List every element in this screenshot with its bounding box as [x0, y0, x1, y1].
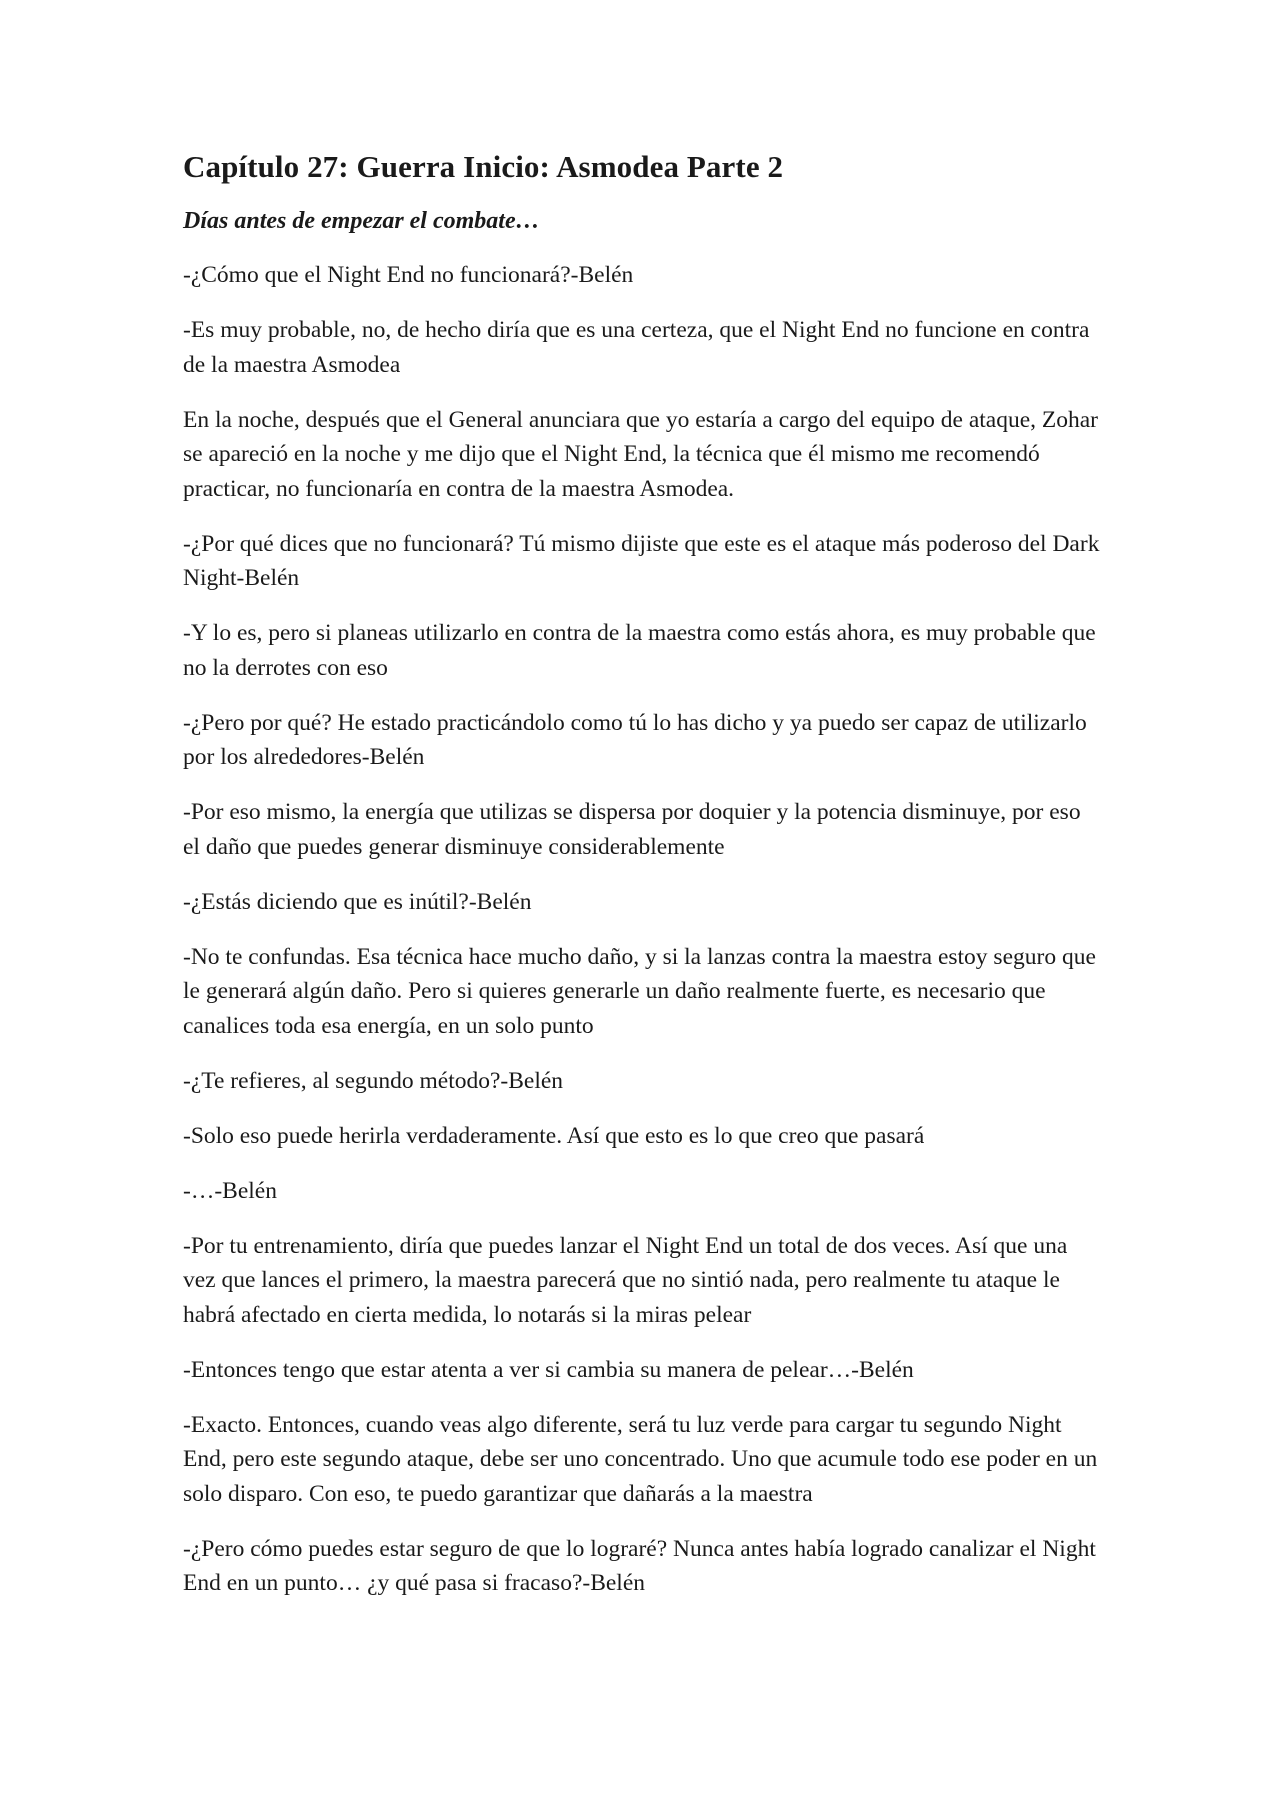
section-subtitle: Días antes de empezar el combate…: [183, 208, 540, 234]
paragraph: -No te confundas. Esa técnica hace mucho daño, y si la lanzas contra la maestra estoy seguro que le generará algún daño. Pero si quieres generarle un daño realmente fuerte, es necesario que canalices toda esa energía, en un solo punto: [183, 943, 1096, 1039]
paragraph: -¿Pero cómo puedes estar seguro de que lo lograré? Nunca antes había logrado canalizar el Night End en un punto… ¿y qué pasa si fracaso?-Belén: [183, 1535, 1096, 1596]
paragraph: -¿Cómo que el Night End no funcionará?-Belén: [183, 262, 634, 288]
paragraph: -Y lo es, pero si planeas utilizarlo en contra de la maestra como estás ahora, es muy probable que no la derrotes con eso: [183, 620, 1096, 681]
paragraph: -¿Por qué dices que no funcionará? Tú mismo dijiste que este es el ataque más poderoso del Dark Night-Belén: [183, 530, 1100, 591]
paragraph: -Por tu entrenamiento, diría que puedes lanzar el Night End un total de dos veces. Así que una vez que lances el primero, la maestra parecerá que no sintió nada, pero realmente tu ataque le habrá afectado en cierta medida, lo notarás si la miras pelear: [183, 1232, 1068, 1328]
paragraph: -¿Pero por qué? He estado practicándolo como tú lo has dicho y ya puedo ser capaz de utilizarlo por los alrededores-Belén: [183, 709, 1087, 770]
document-body: [183, 258, 1103, 1601]
paragraph: -¿Estás diciendo que es inútil?-Belén: [183, 888, 532, 915]
paragraph: -…-Belén: [183, 1177, 277, 1204]
chapter-title: Capítulo 27: Guerra Inicio: Asmodea Parte 2: [183, 149, 784, 184]
paragraph: -Es muy probable, no, de hecho diría que es una certeza, que el Night End no funcione en contra de la maestra Asmodea: [183, 317, 1090, 378]
paragraph: -Solo eso puede herirla verdaderamente. Así que esto es lo que creo que pasará: [183, 1122, 925, 1149]
paragraph: -Por eso mismo, la energía que utilizas se dispersa por doquier y la potencia disminuye, por eso el daño que puedes generar disminuye considerablemente: [183, 799, 1081, 860]
paragraph: -¿Te refieres, al segundo método?-Belén: [183, 1067, 564, 1094]
paragraph: -Exacto. Entonces, cuando veas algo diferente, será tu luz verde para cargar tu segundo Night End, pero este segundo ataque, debe ser uno concentrado. Uno que acumule todo ese poder en un solo disparo. Con eso, te puedo garantizar que dañarás a la maestra: [183, 1411, 1098, 1507]
paragraph: -Entonces tengo que estar atenta a ver si cambia su manera de pelear…-Belén: [183, 1356, 914, 1383]
document-page: [183, 148, 1103, 1621]
paragraph: En la noche, después que el General anunciara que yo estaría a cargo del equipo de ataque, Zohar se apareció en la noche y me dijo que el Night End, la técnica que él mismo me recomendó practicar, no funcionaría en contra de la maestra Asmodea.: [183, 406, 1099, 502]
